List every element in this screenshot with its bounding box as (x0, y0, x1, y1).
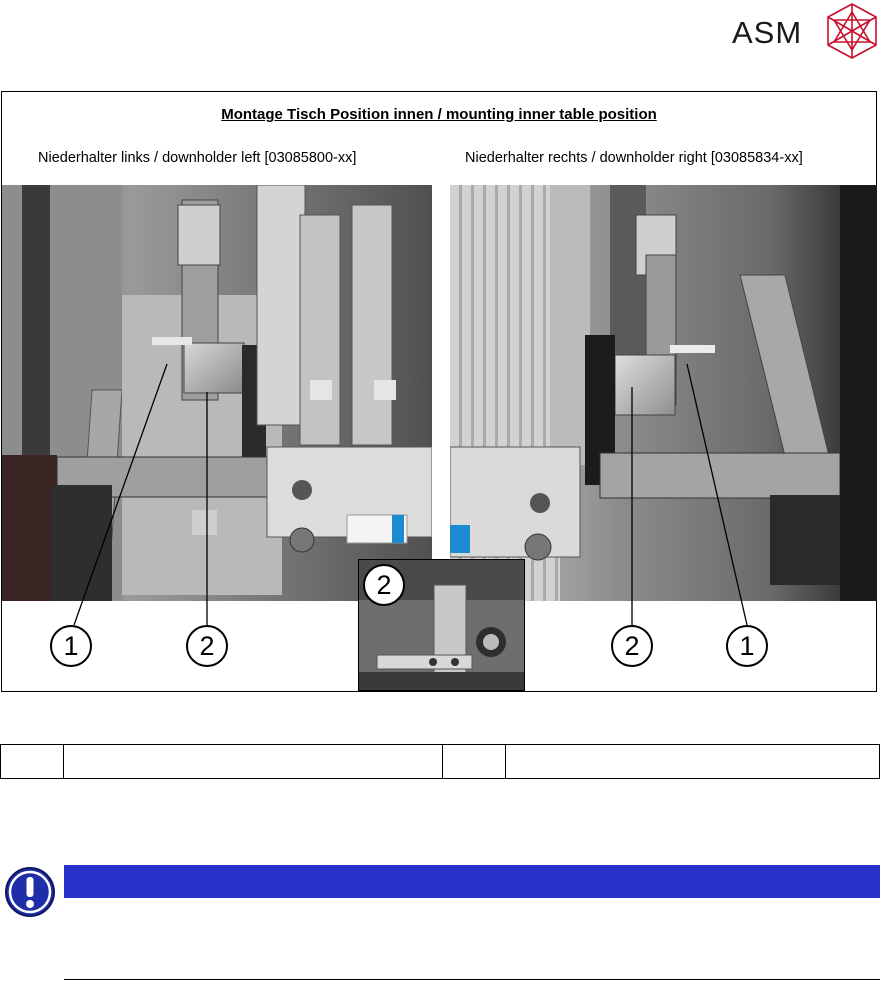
figure-title: Montage Tisch Position innen / mounting inner table position (221, 106, 657, 123)
callout-2-right: 2 (611, 625, 653, 667)
note-bottom-rule (64, 979, 880, 980)
figure-frame (1, 91, 877, 692)
legend-cell-number-2 (443, 745, 506, 779)
callout-2-left: 2 (186, 625, 228, 667)
callout-1-right: 1 (726, 625, 768, 667)
callout-1-left: 1 (50, 625, 92, 667)
legend-cell-number-1 (1, 745, 64, 779)
photo-downholder-left (2, 185, 432, 601)
exclamation-icon (4, 866, 56, 918)
asm-logo (730, 2, 880, 60)
asm-crystal-icon (824, 2, 880, 60)
legend-cell-description-2 (506, 745, 880, 779)
legend-table (0, 744, 880, 779)
legend-row (1, 745, 880, 779)
legend-cell-description-1 (64, 745, 443, 779)
photo-downholder-right (450, 185, 877, 601)
note-header-bar (64, 865, 880, 898)
caption-right: Niederhalter rechts / downholder right [03085834-xx] (465, 150, 803, 166)
caption-left: Niederhalter links / downholder left [03085800-xx] (38, 150, 357, 166)
logo-text: ASM (732, 15, 803, 50)
callout-2-inset: 2 (363, 564, 405, 606)
